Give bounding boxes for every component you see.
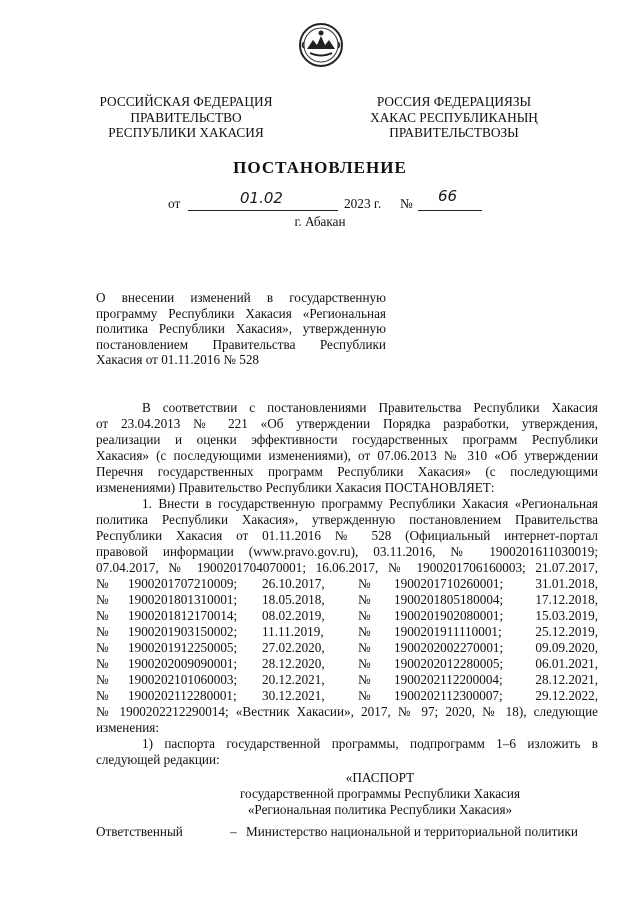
registry-cell: № — [96, 656, 109, 671]
registry-cell: 11.11.2019, — [262, 624, 324, 639]
registry-cell: № — [96, 592, 109, 607]
body-line: изменения: — [96, 720, 160, 735]
registry-cell: 28.12.2020, — [262, 656, 325, 671]
body-line: изменениями) Правительство Республики Хакасия ПОСТАНОВЛЯЕТ: — [96, 480, 495, 495]
registry-cell: 1900202112280001; — [128, 688, 237, 703]
registry-row — [96, 688, 598, 704]
registry-cell: № — [358, 608, 371, 623]
body-line: 1. Внести в государственную программу Республики Хакасия «Региональная — [142, 496, 598, 511]
city-line: г. Абакан — [294, 214, 346, 229]
responsible-value: Министерство национальной и территориальной политики — [246, 824, 578, 839]
body-line: политика Республики Хакасия», утвержденную постановлением Правительства — [96, 512, 598, 527]
registry-cell: 1900202112300007; — [394, 688, 503, 703]
header-right-khakas — [356, 94, 552, 141]
registry-row — [96, 592, 598, 608]
registry-cell: 1900202012280005; — [394, 656, 504, 671]
registry-cell: № — [96, 640, 109, 655]
coat-of-arms-emblem — [298, 22, 344, 68]
body-line: 1) паспорта государственной программы, подпрограмм 1–6 изложить в — [142, 736, 598, 751]
registry-cell: 06.01.2021, — [535, 656, 598, 671]
registry-cell: 15.03.2019, — [535, 608, 598, 623]
body-line: 07.04.2017, № 1900201704070001; 16.06.2017, № 1900201706160003; 21.07.2017, — [96, 560, 598, 575]
passport-line: «Региональная политика Республики Хакасия» — [247, 802, 513, 817]
responsible-label: Ответственный — [96, 824, 183, 839]
body-line: Республики Хакасия от 01.11.2016 № 528 (Официальный интернет-портал — [96, 528, 598, 543]
body-line: Перечня государственных программ Республики Хакасия» (с последующими — [96, 464, 598, 479]
registry-cell: № — [358, 576, 371, 591]
header-left-line: РОССИЙСКАЯ ФЕДЕРАЦИЯ — [99, 94, 273, 109]
document-title: ПОСТАНОВЛЕНИЕ — [233, 158, 407, 177]
registry-cell: 1900201812170014; — [128, 608, 238, 623]
paragraph-preamble — [96, 400, 598, 496]
handwritten-date: 01.02 — [240, 189, 283, 207]
header-left-line: ПРАВИТЕЛЬСТВО — [130, 109, 242, 125]
document-subject: О внесении изменений в государственную программу Республики Хакасия «Региональная политика Республики Хакасия», утвержденную постановлением Правительства Республики Хакасия от 01.11.2016 № 528 — [96, 290, 386, 367]
registry-cell: № — [358, 592, 371, 607]
registry-cell: 27.02.2020, — [262, 640, 325, 655]
registry-cell: 08.02.2019, — [262, 608, 325, 623]
header-left-russian — [88, 94, 284, 141]
registry-row — [96, 640, 598, 656]
registry-cell: 1900202101060003; — [128, 672, 238, 687]
registry-cell: 1900201707210009; — [128, 576, 238, 591]
number-label: № — [400, 196, 413, 211]
header-right-line: ПРАВИТЕЛЬСТВОЗЫ — [389, 125, 519, 140]
registry-cell: 09.09.2020, — [535, 640, 598, 655]
body-line: правовой информации (www.pravo.gov.ru), 03.11.2016, № 1900201611030019; — [96, 544, 598, 559]
body-line: № 1900202212290014; «Вестник Хакасии», 2017, № 97; 2020, № 18), следующие — [96, 704, 598, 719]
passport-line: государственной программы Республики Хакасия — [239, 786, 521, 801]
date-year: 2023 г. — [344, 196, 382, 211]
registry-cell: 25.12.2019, — [535, 624, 598, 639]
registry-cell: № — [96, 608, 109, 623]
registry-cell: 18.05.2018, — [262, 592, 325, 607]
registry-numbers-table — [96, 576, 598, 704]
header-right-line: ХАКАС РЕСПУБЛИКАНЫҢ — [370, 109, 538, 125]
passport-heading — [160, 770, 600, 818]
registry-cell: 20.12.2021, — [262, 672, 325, 687]
passport-line: «ПАСПОРТ — [345, 770, 415, 785]
registry-row — [96, 624, 598, 640]
registry-cell: 17.12.2018, — [535, 592, 598, 607]
registry-cell: 1900202002270001; — [394, 640, 504, 655]
registry-cell: 1900201903150002; — [128, 624, 238, 639]
registry-cell: 1900201801310001; — [128, 592, 238, 607]
header-right-line: РОССИЯ ФЕДЕРАЦИЯЗЫ — [376, 94, 532, 109]
registry-cell: 31.01.2018, — [535, 576, 598, 591]
registry-cell: № — [358, 624, 371, 639]
registry-row — [96, 672, 598, 688]
registry-cell: № — [358, 688, 371, 703]
registry-row — [96, 656, 598, 672]
date-from-label: от — [168, 196, 181, 211]
body-line: следующей редакции: — [96, 752, 220, 767]
registry-cell: 1900201912250005; — [128, 640, 238, 655]
registry-cell: 30.12.2021, — [262, 688, 325, 703]
paragraph-item-1 — [96, 496, 598, 576]
registry-cell: № — [358, 672, 371, 687]
responsible-dash: – — [230, 824, 237, 839]
paragraph-item-1-end — [96, 704, 598, 768]
registry-cell: 29.12.2022, — [535, 688, 598, 703]
registry-cell: № — [96, 688, 109, 703]
registry-cell: 28.12.2021, — [535, 672, 598, 687]
registry-row — [96, 576, 598, 592]
body-line: реализации и оценки эффективности государственных программ Республики — [96, 432, 598, 447]
header-left-line: РЕСПУБЛИКИ ХАКАСИЯ — [108, 125, 264, 140]
registry-cell: 1900202009090001; — [128, 656, 238, 671]
registry-cell: № — [358, 640, 371, 655]
registry-cell: 1900201805180004; — [394, 592, 504, 607]
registry-row — [96, 608, 598, 624]
date-number-line — [168, 187, 488, 212]
registry-cell: № — [96, 576, 109, 591]
body-line: Хакасия» (с последующими изменениями), от 07.06.2013 № 310 «Об утверждении — [96, 448, 598, 463]
registry-cell: № — [96, 672, 109, 687]
registry-cell: № — [96, 624, 109, 639]
registry-cell: 1900201911110001; — [394, 624, 502, 639]
registry-cell: № — [358, 656, 371, 671]
handwritten-number: 66 — [438, 187, 458, 205]
body-line: В соответствии с постановлениями Правительства Республики Хакасия — [142, 400, 598, 415]
registry-cell: 26.10.2017, — [262, 576, 325, 591]
registry-cell: 1900202112200004; — [394, 672, 503, 687]
registry-cell: 1900201902080001; — [394, 608, 504, 623]
body-line: от 23.04.2013 № 221 «Об утверждении Порядка разработки, утверждения, — [96, 416, 598, 431]
responsible-row — [96, 824, 606, 840]
registry-cell: 1900201710260001; — [394, 576, 504, 591]
